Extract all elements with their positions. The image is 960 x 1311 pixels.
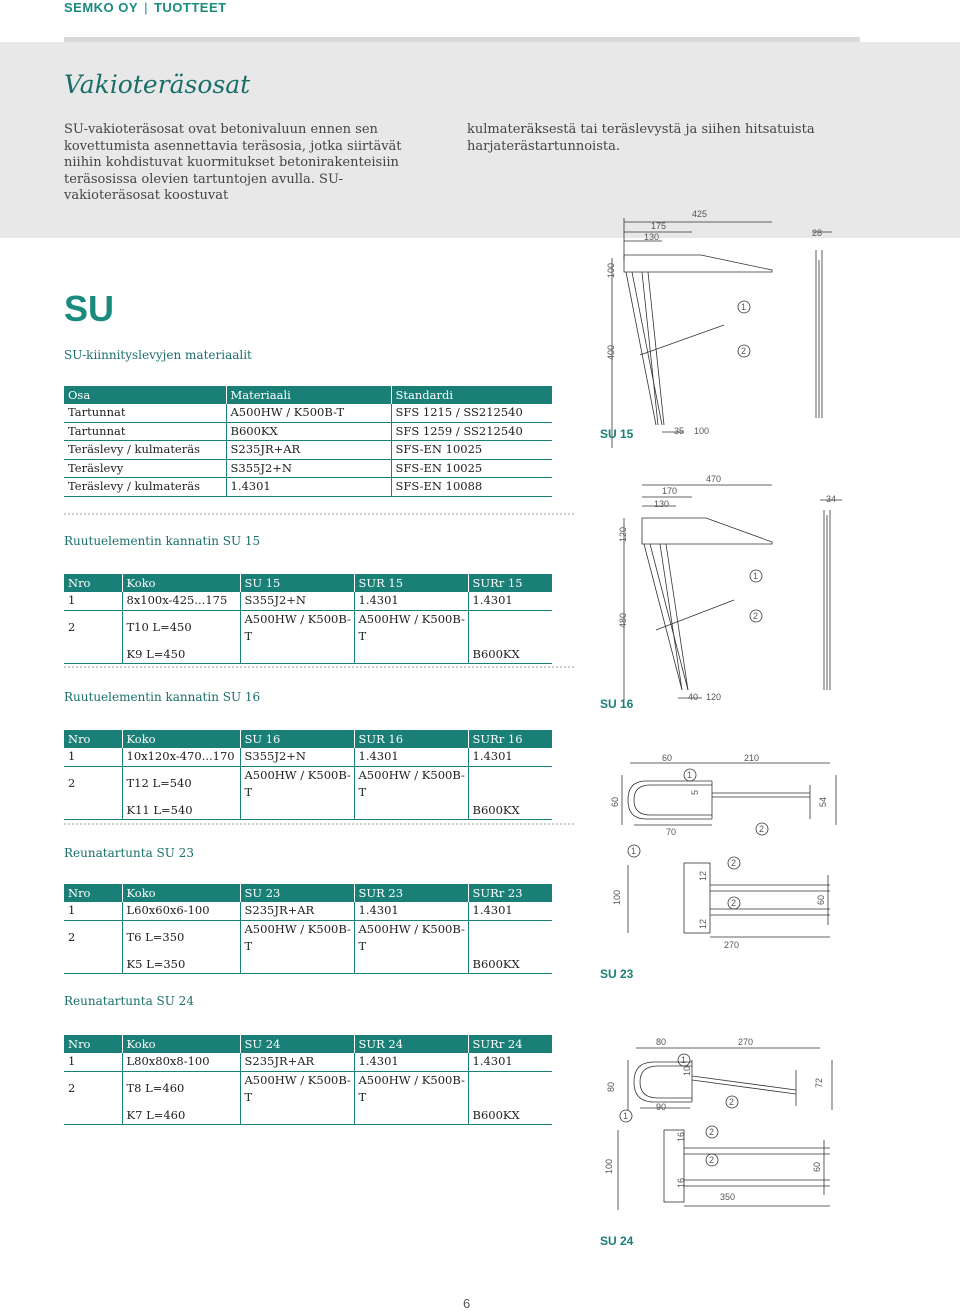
table-header-row xyxy=(64,1035,552,1053)
cell: 1.4301 xyxy=(354,1053,468,1071)
cell: 2 xyxy=(68,620,76,635)
dim-270: 270 xyxy=(738,1037,754,1047)
cell: A500HW / K500B-T xyxy=(226,404,391,422)
cell: 1.4301 xyxy=(226,478,391,497)
cell xyxy=(240,956,354,974)
dim-100: 100 xyxy=(606,262,616,278)
cell: S235JR+AR xyxy=(240,1053,354,1071)
table-row xyxy=(64,956,552,974)
dim-35: 35 xyxy=(674,426,685,436)
column-header: SUR 24 xyxy=(354,1035,468,1053)
column-header: SURr 23 xyxy=(468,884,552,902)
cell: T8 L=460 xyxy=(122,1071,240,1107)
cell: 2 xyxy=(68,930,76,945)
dim-60b: 60 xyxy=(816,894,826,905)
cell: B600KX xyxy=(468,646,552,664)
cell xyxy=(240,1107,354,1125)
cell: B600KX xyxy=(226,422,391,441)
su23-drawing-label: SU 23 xyxy=(600,967,634,981)
intro-text-col2: kulmateräksestä tai teräslevystä ja siihen hitsatuista harjaterästartunnoista. xyxy=(467,122,815,154)
cell: B600KX xyxy=(468,1107,552,1125)
cell xyxy=(64,646,122,664)
dim-175: 175 xyxy=(651,221,667,231)
cell: Tartunnat xyxy=(64,422,226,441)
table-row xyxy=(64,441,552,460)
cell: S355J2+N xyxy=(240,592,354,610)
cell xyxy=(64,802,122,820)
page-number: 6 xyxy=(463,1296,471,1311)
cell: A500HW / K500B-T xyxy=(240,610,354,646)
column-header: Koko xyxy=(122,1035,240,1053)
cell: S235JR+AR xyxy=(226,441,391,460)
table-header-row xyxy=(64,386,552,404)
dim-100: 100 xyxy=(604,1158,614,1174)
cell: 1.4301 xyxy=(354,592,468,610)
dim-90: 90 xyxy=(656,1102,667,1112)
dim-170: 170 xyxy=(662,486,678,496)
cell: SFS 1259 / SS212540 xyxy=(391,422,552,441)
dim-480: 480 xyxy=(618,612,628,628)
cell xyxy=(354,646,468,664)
cell: 8x100x-425...175 xyxy=(122,592,240,610)
table-row xyxy=(64,610,552,646)
column-header: Koko xyxy=(122,884,240,902)
dim-34: 34 xyxy=(826,494,837,504)
dim-28: 28 xyxy=(812,228,823,238)
dim-70: 70 xyxy=(666,827,677,837)
column-header: SU 23 xyxy=(240,884,354,902)
company-name: SEMKO OY xyxy=(64,0,139,15)
part-marker-2: 2 xyxy=(741,346,747,356)
column-header: Standardi xyxy=(391,386,552,404)
column-header: Nro xyxy=(64,574,122,592)
cell: L60x60x6-100 xyxy=(122,902,240,920)
column-header: Nro xyxy=(64,730,122,748)
cell: 1.4301 xyxy=(468,748,552,766)
su15-drawing xyxy=(596,200,860,450)
divider xyxy=(64,666,574,668)
table-row xyxy=(64,1053,552,1071)
separator: | xyxy=(144,0,148,15)
cell xyxy=(64,1107,122,1125)
dim-16b: 16 xyxy=(676,1177,686,1188)
column-header: SURr 24 xyxy=(468,1035,552,1053)
column-header: SUR 15 xyxy=(354,574,468,592)
table-row xyxy=(64,920,552,956)
dim-80-vertical: 80 xyxy=(606,1081,616,1092)
part-marker-2: 2 xyxy=(729,1097,735,1107)
cell xyxy=(240,802,354,820)
part-marker-2: 2 xyxy=(753,611,759,621)
su15-drawing-label: SU 15 xyxy=(600,427,634,441)
column-header: SU 15 xyxy=(240,574,354,592)
table-header-row xyxy=(64,884,552,902)
part-marker-1: 1 xyxy=(681,1055,687,1065)
dim-60: 60 xyxy=(812,1161,822,1172)
column-header: Koko xyxy=(122,574,240,592)
cell: A500HW / K500B-T xyxy=(354,1071,468,1107)
dim-100b: 100 xyxy=(694,426,710,436)
cell xyxy=(354,802,468,820)
dim-120: 120 xyxy=(618,526,628,542)
table-row xyxy=(64,422,552,441)
column-header: SURr 16 xyxy=(468,730,552,748)
cell: A500HW / K500B-T xyxy=(354,920,468,956)
cell: 1.4301 xyxy=(468,902,552,920)
part-marker-2b: 2 xyxy=(731,858,737,868)
table-row xyxy=(64,592,552,610)
table-row xyxy=(64,459,552,478)
cell: Teräslevy / kulmateräs xyxy=(64,441,226,460)
column-header: Koko xyxy=(122,730,240,748)
dim-10: 10 xyxy=(682,1065,692,1076)
cell xyxy=(64,956,122,974)
cell: T10 L=450 xyxy=(122,610,240,646)
column-header: SURr 15 xyxy=(468,574,552,592)
table-row xyxy=(64,802,552,820)
dim-470: 470 xyxy=(706,474,722,484)
su23-title: Reunatartunta SU 23 xyxy=(64,846,194,860)
cell: B600KX xyxy=(468,802,552,820)
table-row xyxy=(64,1071,552,1107)
cell xyxy=(354,1107,468,1125)
cell: L80x80x8-100 xyxy=(122,1053,240,1071)
su15-table xyxy=(64,574,552,664)
cell: 2 xyxy=(68,776,76,791)
su-heading: SU xyxy=(64,288,115,329)
column-header: SUR 23 xyxy=(354,884,468,902)
cell xyxy=(354,956,468,974)
column-header: Nro xyxy=(64,884,122,902)
cell: 1 xyxy=(64,592,122,610)
su24-title: Reunatartunta SU 24 xyxy=(64,994,194,1008)
cell: K9 L=450 xyxy=(122,646,240,664)
cell: A500HW / K500B-T xyxy=(240,766,354,802)
column-header: SUR 16 xyxy=(354,730,468,748)
dim-350: 350 xyxy=(720,1192,736,1202)
dim-100: 100 xyxy=(612,889,622,905)
cell: 1.4301 xyxy=(468,1053,552,1071)
part-marker-1: 1 xyxy=(753,571,759,581)
cell: SFS-EN 10025 xyxy=(391,441,552,460)
cell: A500HW / K500B-T xyxy=(240,920,354,956)
dim-12b: 12 xyxy=(698,918,708,929)
divider xyxy=(64,513,574,515)
dim-16: 16 xyxy=(676,1131,686,1142)
page-title: Vakioteräsosat xyxy=(64,70,251,99)
materials-title: SU-kiinnityslevyjen materiaalit xyxy=(64,348,252,362)
header-brand xyxy=(64,0,227,15)
table-row xyxy=(64,766,552,802)
su16-drawing xyxy=(596,470,860,710)
column-header: Osa xyxy=(64,386,226,404)
dim-5: 5 xyxy=(690,789,700,795)
table-row xyxy=(64,478,552,497)
cell: 1 xyxy=(64,902,122,920)
table-row xyxy=(64,404,552,422)
dim-400: 400 xyxy=(606,344,616,360)
header-bar xyxy=(0,0,960,38)
cell: Teräslevy / kulmateräs xyxy=(64,478,226,497)
table-header-row xyxy=(64,574,552,592)
part-marker-1: 1 xyxy=(687,770,693,780)
su23-drawing xyxy=(600,745,850,960)
su16-table xyxy=(64,730,552,820)
column-header: SU 16 xyxy=(240,730,354,748)
dim-130: 130 xyxy=(644,232,660,242)
dim-40: 40 xyxy=(688,692,699,702)
dim-210: 210 xyxy=(744,753,760,763)
cell: A500HW / K500B-T xyxy=(240,1071,354,1107)
cell xyxy=(468,766,552,802)
part-marker-1: 1 xyxy=(741,302,747,312)
dim-12: 12 xyxy=(698,870,708,881)
cell xyxy=(240,646,354,664)
dim-54: 54 xyxy=(818,796,828,807)
table-row xyxy=(64,646,552,664)
cell: S235JR+AR xyxy=(240,902,354,920)
su23-table xyxy=(64,884,552,974)
column-header: SU 24 xyxy=(240,1035,354,1053)
part-marker-2c: 2 xyxy=(709,1155,715,1165)
dim-80: 80 xyxy=(656,1037,667,1047)
cell: K11 L=540 xyxy=(122,802,240,820)
table-row xyxy=(64,1107,552,1125)
cell: SFS-EN 10088 xyxy=(391,478,552,497)
table-row xyxy=(64,902,552,920)
cell: Teräslevy xyxy=(64,459,226,478)
cell: K7 L=460 xyxy=(122,1107,240,1125)
part-marker-2: 2 xyxy=(759,824,765,834)
cell: T6 L=350 xyxy=(122,920,240,956)
cell: T12 L=540 xyxy=(122,766,240,802)
cell: 1 xyxy=(64,1053,122,1071)
divider xyxy=(64,823,574,825)
dim-270: 270 xyxy=(724,940,740,950)
su24-drawing-label: SU 24 xyxy=(600,1234,634,1248)
cell: 1.4301 xyxy=(354,748,468,766)
cell: S355J2+N xyxy=(226,459,391,478)
dim-60-vertical: 60 xyxy=(610,796,620,807)
part-marker-2c: 2 xyxy=(731,898,737,908)
cell xyxy=(468,1071,552,1107)
dim-130: 130 xyxy=(654,499,670,509)
cell xyxy=(468,610,552,646)
dim-120b: 120 xyxy=(706,692,722,702)
section-name: TUOTTEET xyxy=(153,0,227,15)
su15-title: Ruutuelementin kannatin SU 15 xyxy=(64,534,261,548)
cell: K5 L=350 xyxy=(122,956,240,974)
part-marker-1b: 1 xyxy=(623,1111,629,1121)
cell: B600KX xyxy=(468,956,552,974)
dim-425: 425 xyxy=(692,209,708,219)
column-header: Nro xyxy=(64,1035,122,1053)
materials-table xyxy=(64,386,552,497)
su16-drawing-label: SU 16 xyxy=(600,697,634,711)
table-header-row xyxy=(64,730,552,748)
part-marker-1b: 1 xyxy=(631,846,637,856)
cell: Tartunnat xyxy=(64,404,226,422)
cell: A500HW / K500B-T xyxy=(354,766,468,802)
dim-72: 72 xyxy=(814,1077,824,1088)
cell xyxy=(468,920,552,956)
cell: 1.4301 xyxy=(354,902,468,920)
part-marker-2b: 2 xyxy=(709,1127,715,1137)
su16-title: Ruutuelementin kannatin SU 16 xyxy=(64,690,261,704)
table-row xyxy=(64,748,552,766)
cell: SFS 1215 / SS212540 xyxy=(391,404,552,422)
cell: A500HW / K500B-T xyxy=(354,610,468,646)
column-header: Materiaali xyxy=(226,386,391,404)
cell: 1 xyxy=(64,748,122,766)
cell: SFS-EN 10025 xyxy=(391,459,552,478)
cell: 10x120x-470...170 xyxy=(122,748,240,766)
intro-text-col1: SU-vakioteräsosat ovat betonivaluun ennen sen kovettumista asennettavia teräsosia, jotka siirtävät niihin kohdistuvat kuormitukset betonirakenteisiin teräsosissa olevien tartuntojen avulla. SU-vakioteräsosat koostuvat xyxy=(64,122,402,203)
dim-60: 60 xyxy=(662,753,673,763)
cell: 1.4301 xyxy=(468,592,552,610)
su24-table xyxy=(64,1035,552,1125)
cell: 2 xyxy=(68,1081,76,1096)
su24-drawing xyxy=(600,1030,850,1245)
cell: S355J2+N xyxy=(240,748,354,766)
